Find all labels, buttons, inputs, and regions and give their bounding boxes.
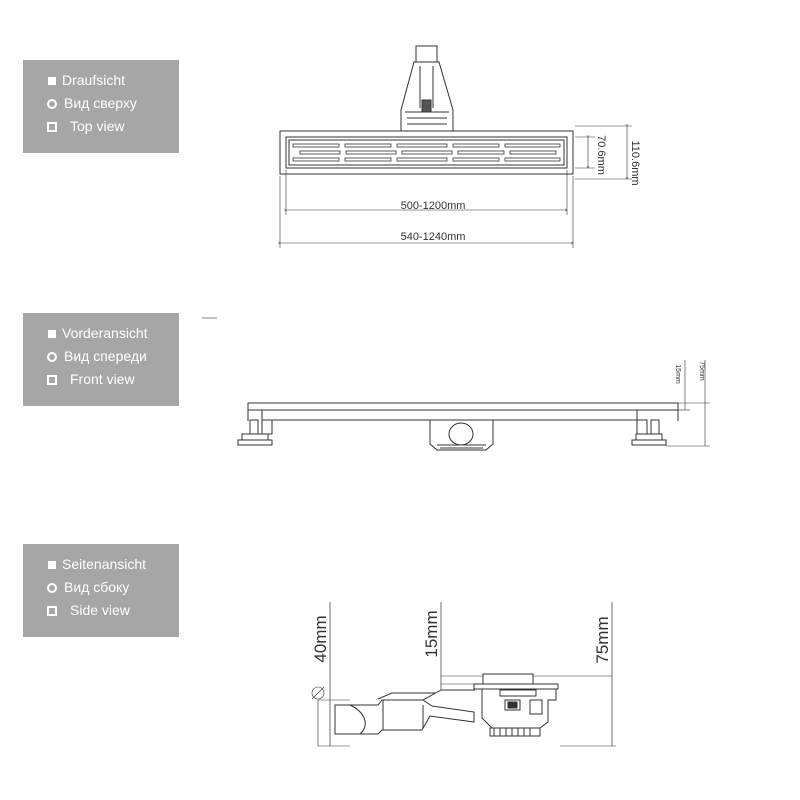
label-english: Top view [70,118,125,134]
front-dim-grate: 15mm [674,364,681,384]
front-dim-height: 75mm [698,361,705,381]
front-view-drawing [202,318,710,450]
label-english: Front view [70,371,135,387]
front-outlet [430,420,493,450]
right-foot [632,420,666,445]
left-foot [238,420,272,445]
side-dim-grate: 15mm [422,610,441,658]
dim-outer-length: 540-1240mm [400,231,466,243]
label-german: Seitenansicht [62,556,147,572]
label-russian: Вид сверху [64,95,137,111]
outlet-funnel [401,46,453,131]
front-channel [262,410,637,420]
outlet-pipe [335,690,475,734]
side-dim-outlet: 40mm [311,615,330,663]
dim-inner-length: 500-1200mm [400,200,466,212]
label-german: Vorderansicht [62,325,148,341]
dim-inner-width: 70.6mm [595,135,607,175]
front-grate [248,403,678,410]
label-russian: Вид сбоку [64,579,130,595]
dim-outer-width: 110.6mm [629,140,641,186]
label-english: Side view [70,602,130,618]
side-dim-height: 75mm [593,616,612,664]
label-russian: Вид спереди [64,348,147,364]
side-view-drawing [312,602,616,746]
top-view-drawing [280,46,632,248]
trap-body [474,674,558,736]
label-german: Draufsicht [62,72,126,88]
